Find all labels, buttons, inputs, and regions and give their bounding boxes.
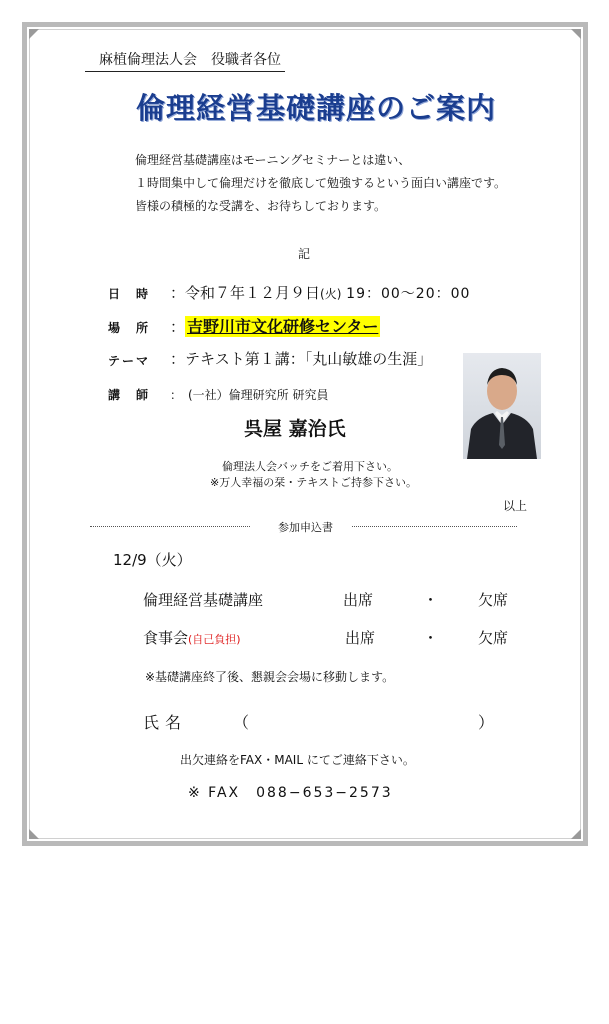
- separator-line: [90, 526, 250, 527]
- ki-heading: 記: [298, 247, 311, 261]
- name-label: 氏名: [143, 713, 188, 732]
- lecturer-label: 講 師: [108, 388, 151, 402]
- dinner-name: 食事会: [143, 629, 189, 647]
- lecturer-organization: ： (一社）倫理研究所 研究員: [170, 388, 329, 402]
- intro-line: 倫理経営基礎講座はモーニングセミナーとは違い、: [135, 153, 411, 167]
- contact-instruction: 出欠連絡をFAX・MAIL にてご連絡下さい。: [180, 753, 415, 767]
- option-separator: ・: [423, 591, 439, 609]
- form-heading: 参加申込書: [278, 521, 333, 534]
- course-name: 倫理経営基礎講座: [143, 591, 264, 609]
- move-note: ※基礎講座終了後、懇親会会場に移動します。: [145, 670, 395, 684]
- fax-number: ※ FAX 088−653−2573: [188, 785, 393, 801]
- option-separator: ・: [423, 629, 439, 647]
- name-field-open: （: [233, 713, 250, 732]
- form-date: 12/9（火）: [113, 551, 192, 569]
- absent-option[interactable]: 欠席: [478, 591, 509, 609]
- date-text: ：令和７年１２月９日: [170, 284, 321, 302]
- note-text: ※万人幸福の栞・テキストご持参下さい。: [210, 476, 417, 489]
- datetime-value: [170, 282, 470, 303]
- datetime-label: 日 時: [108, 287, 151, 301]
- dinner-row: [143, 627, 241, 648]
- self-pay-note: (自己負担): [188, 633, 241, 646]
- corner-ornament: [571, 29, 581, 39]
- name-field-close: ）: [478, 713, 495, 732]
- weekday-text: (火): [320, 287, 342, 301]
- name-field[interactable]: [252, 708, 472, 730]
- corner-ornament: [29, 29, 39, 39]
- separator-line: [352, 526, 517, 527]
- corner-ornament: [29, 829, 39, 839]
- page-title: 倫理経営基礎講座のご案内: [136, 91, 497, 125]
- portrait-photo: [463, 353, 541, 459]
- intro-line: １時間集中して倫理だけを徹底して勉強するという面白い講座です。: [135, 176, 507, 190]
- attend-option[interactable]: 出席: [345, 629, 376, 647]
- theme-label: テーマ: [108, 354, 151, 368]
- place-colon: ：: [170, 318, 186, 336]
- corner-ornament: [571, 829, 581, 839]
- venue-name: 吉野川市文化研修センター: [187, 317, 379, 336]
- lecturer-name: 呉屋 嘉治氏: [244, 418, 346, 440]
- recipient-line: 麻植倫理法人会 役職者各位: [85, 49, 285, 72]
- time-text: 19：00〜20：00: [346, 286, 471, 302]
- theme-value: ：テキスト第１講：「丸山敏雄の生涯」: [170, 350, 433, 368]
- intro-line: 皆様の積極的な受講を、お待ちしております。: [135, 199, 387, 213]
- place-label: 場 所: [108, 321, 151, 335]
- absent-option[interactable]: 欠席: [478, 629, 509, 647]
- closing-ijo: 以上: [503, 499, 528, 513]
- attend-option[interactable]: 出席: [343, 591, 374, 609]
- place-value: [170, 314, 380, 337]
- note-badge: 倫理法人会バッチをご着用下さい。: [222, 460, 398, 473]
